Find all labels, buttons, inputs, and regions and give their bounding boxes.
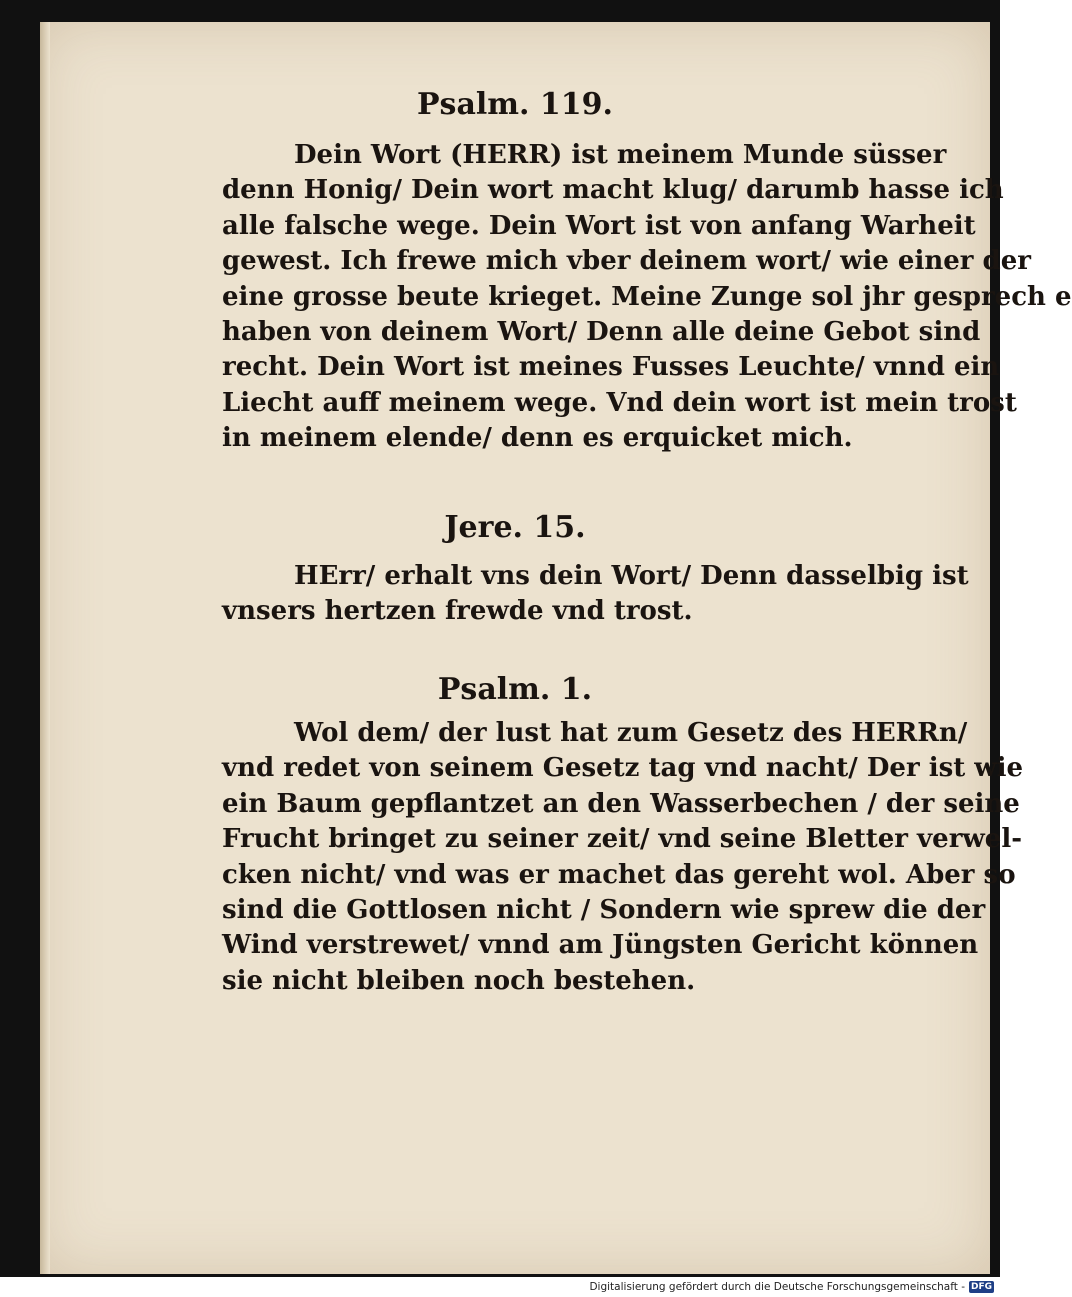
text-line: gewest. Ich frewe mich vber deinem wort/ wie einer der (222, 246, 1031, 277)
page-binding-edge (40, 22, 50, 1274)
text-line: eine grosse beute krieget. Meine Zunge sol jhr gesprech e (222, 281, 1072, 312)
section-body-jere-15 (222, 559, 969, 630)
footer-credit: Digitalisierung gefördert durch die Deutsche Forschungsgemeinschaft - (589, 1281, 965, 1293)
text-line: cken nicht/ vnd was er machet das gereht wol. Aber so (222, 859, 1016, 890)
text-line: Wind verstrewet/ vnnd am Jüngsten Gericht können (222, 930, 979, 961)
section-heading-jere-15: Jere. 15. (444, 510, 586, 545)
section-body-psalm-1 (222, 716, 1024, 999)
scanned-page (40, 22, 1072, 1274)
text-line: sie nicht bleiben noch bestehen. (222, 965, 696, 996)
text-line: ein Baum gepflantzet an den Wasserbechen / der seine (222, 788, 1020, 819)
text-line: sind die Gottlosen nicht / Sondern wie sprew die der (222, 895, 986, 926)
section-body-psalm-119 (222, 138, 1072, 457)
text-line: in meinem elende/ denn es erquicket mich. (222, 423, 853, 454)
text-line: vnd redet von seinem Gesetz tag vnd nacht/ Der ist wie (222, 753, 1024, 784)
dfg-logo-icon[interactable]: DFG (970, 1282, 992, 1292)
text-line: HErr/ erhalt vns dein Wort/ Denn dasselbig ist (294, 561, 969, 591)
text-line: Dein Wort (HERR) ist meinem Munde süsser (294, 140, 947, 170)
section-heading-psalm-119: Psalm. 119. (417, 87, 613, 122)
text-line: denn Honig/ Dein wort macht klug/ darumb hasse ich (222, 175, 1004, 206)
section-heading-psalm-1: Psalm. 1. (437, 672, 593, 707)
text-line: Wol dem/ der lust hat zum Gesetz des HERRn/ (294, 718, 968, 748)
footer-bar (0, 1277, 1000, 1297)
text-line: recht. Dein Wort ist meines Fusses Leuchte/ vnnd ein (222, 352, 1000, 383)
text-line: vnsers hertzen frewde vnd trost. (222, 596, 693, 627)
text-line: Liecht auff meinem wege. Vnd dein wort ist mein trost (222, 387, 1017, 418)
text-line: haben von deinem Wort/ Denn alle deine Gebot sind (222, 317, 981, 348)
text-line: Frucht bringet zu seiner zeit/ vnd seine Bletter verwel- (222, 824, 1022, 855)
text-line: alle falsche wege. Dein Wort ist von anfang Warheit (222, 210, 976, 241)
